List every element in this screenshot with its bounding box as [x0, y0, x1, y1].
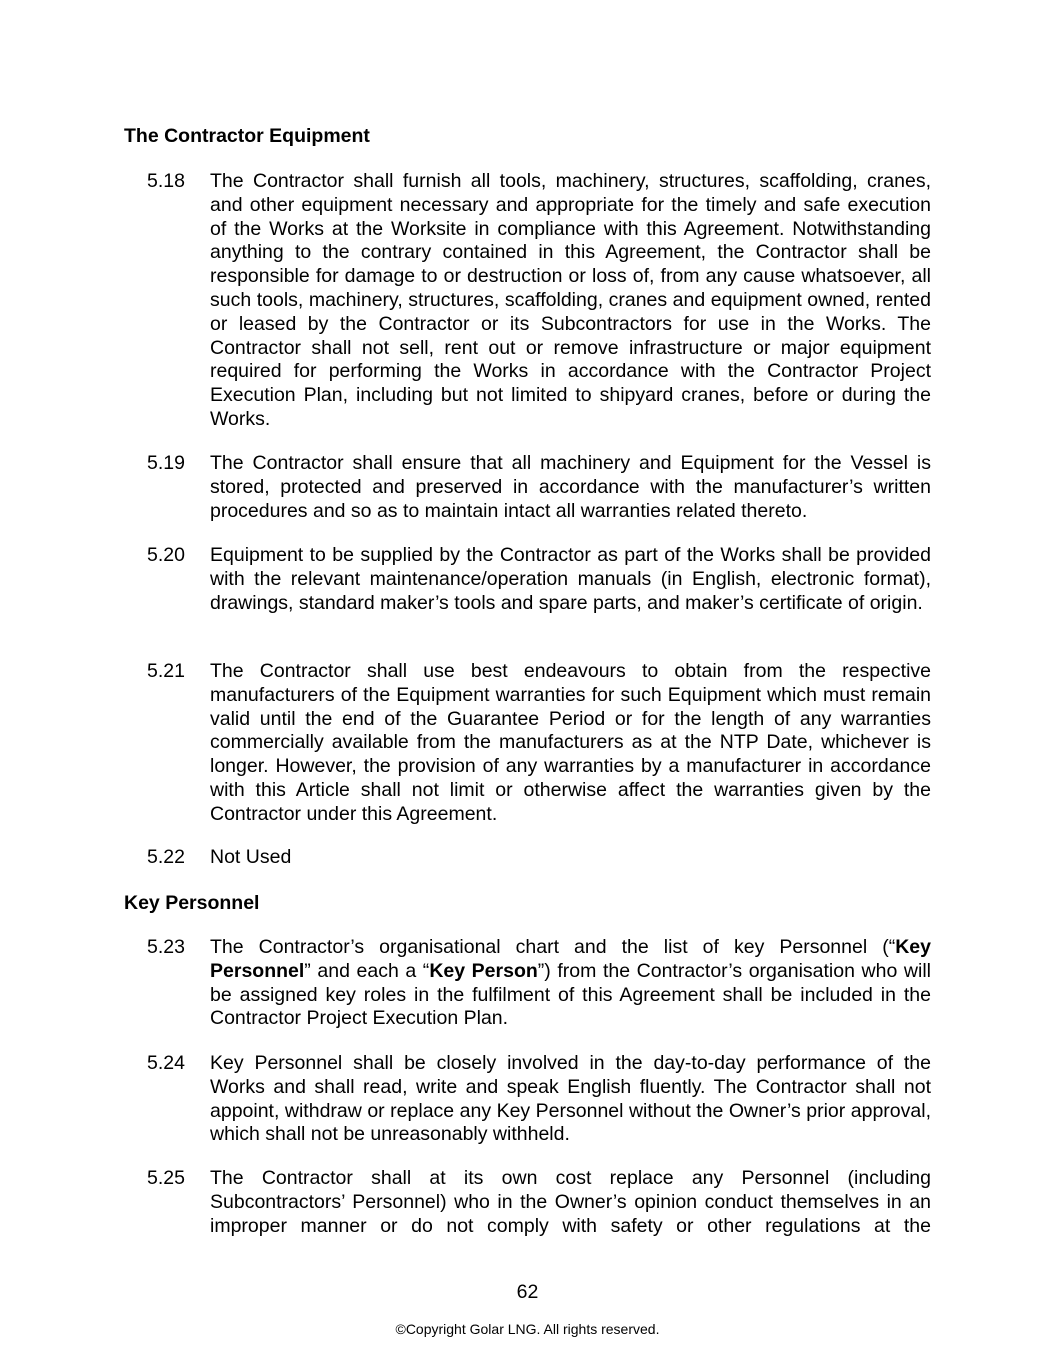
copyright-notice: ©Copyright Golar LNG. All rights reserved. [395, 1321, 660, 1337]
clause-text: The Contractor shall at its own cost replace any Personnel (including Subcontractors’ Personnel) who in the Owner’s opinion conduct themselves in an improper manner or do not comply with safety or other regulations at the [210, 1167, 931, 1237]
clause-text: The Contractor shall use best endeavours to obtain from the respective manufacturers of the Equipment warranties for such Equipment which must remain valid until the end of the Guarantee Period or for the length of any warranties commercially available from the manufacturers as at the NTP Date, whichever is longer. However, the provision of any warranties by a manufacturer in accordance with this Article shall not limit or otherwise affect the warranties given by the Contractor under this Agreement. [210, 660, 931, 825]
clause-text-part: The Contractor’s organisational chart and the list of key Personnel (“ [210, 936, 896, 958]
section-heading-key-personnel: Key Personnel [124, 892, 260, 914]
clause-number: 5.25 [147, 1167, 185, 1189]
defined-term-key-personnel: Key Personnel [210, 936, 931, 982]
page-number: 62 [516, 1281, 539, 1303]
clause-5-24 [147, 1052, 931, 1147]
clause-5-23 [147, 936, 931, 1031]
clause-5-19 [147, 452, 931, 523]
clause-number: 5.21 [147, 660, 185, 682]
clause-5-22 [147, 846, 931, 870]
clause-text: The Contractor shall furnish all tools, machinery, structures, scaffolding, cranes, and other equipment necessary and appropriate for the timely and safe execution of the Works at the Worksite in compliance with this Agreement. Notwithstanding anything to the contrary contained in this Agreement, the Contractor shall be responsible for damage to or destruction or loss of, from any cause whatsoever, all such tools, machinery, structures, scaffolding, cranes and equipment owned, rented or leased by the Contractor or its Subcontractors for use in the Works. The Contractor shall not sell, rent out or remove infrastructure or major equipment required for performing the Works in accordance with the Contractor Project Execution Plan, including but not limited to shipyard cranes, before or during the Works. [210, 170, 931, 430]
clause-text [210, 936, 931, 1031]
clause-number: 5.19 [147, 452, 185, 474]
clause-text: Key Personnel shall be closely involved in the day-to-day performance of the Works and shall read, write and speak English fluently. The Contractor shall not appoint, withdraw or replace any Key Personnel without the Owner’s prior approval, which shall not be unreasonably withheld. [210, 1052, 931, 1146]
section-heading-contractor-equipment: The Contractor Equipment [124, 125, 370, 147]
clause-number: 5.23 [147, 936, 185, 958]
clause-text-part: ” and each a “ [304, 959, 430, 982]
clause-number: 5.20 [147, 544, 185, 566]
clause-text-part: ”) from the Contractor’s organisation who will be assigned key roles in the fulfilment of this Agreement shall be included in the Contractor Project Execution Plan. [210, 959, 931, 1030]
clause-number: 5.22 [147, 846, 185, 868]
clause-text: Equipment to be supplied by the Contractor as part of the Works shall be provided with the relevant maintenance/operation manuals (in English, electronic format), drawings, standard maker’s tools and spare parts, and maker’s certificate of origin. [210, 544, 931, 614]
clause-number: 5.18 [147, 170, 185, 192]
clause-text: Not Used [210, 846, 292, 868]
clause-5-18 [147, 170, 931, 432]
clause-number: 5.24 [147, 1052, 185, 1074]
clause-5-21 [147, 660, 931, 827]
defined-term-key-person: Key Person [429, 959, 538, 982]
clause-5-20 [147, 544, 931, 615]
clause-5-25 [147, 1167, 931, 1238]
clause-text: The Contractor shall ensure that all machinery and Equipment for the Vessel is stored, protected and preserved in accordance with the manufacturer’s written procedures and so as to maintain intact all warranties related thereto. [210, 452, 931, 522]
